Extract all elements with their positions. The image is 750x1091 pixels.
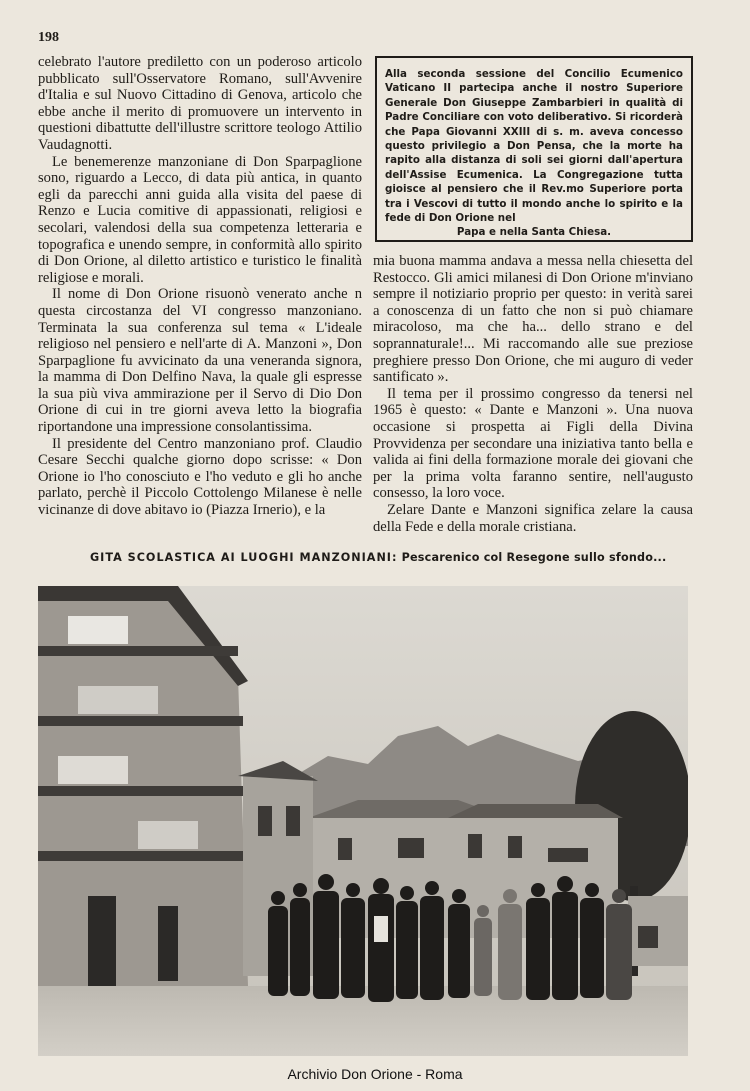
caption-rest: Pescarenico col Resegone sullo sfondo... [401, 551, 667, 564]
left-text-column [38, 54, 362, 519]
caption-lead: GITA SCOLASTICA AI LUOGHI MANZONIANI: [90, 551, 398, 564]
paragraph: mia buona mamma andava a messa nella chiesetta del Restocco. Gli amici milanesi di Don Orione m'inviano sempre il notiziario proprio per questo: in verità sarei a conoscenza di un fatto che non si può chiamare miracoloso, ma che ha... dello strano e del soprannaturale!... Mi raccomando alle sue preziose preghiere presso Don Orione, che mi auguro di veder santificato ». [373, 253, 693, 386]
paragraph: Zelare Dante e Manzoni significa zelare la causa della Fede e della morale cristiana. [373, 501, 693, 535]
archive-footer: Archivio Don Orione - Roma [287, 1066, 463, 1082]
paragraph: Il presidente del Centro manzoniano prof. Claudio Cesare Secchi qualche giorno dopo scrisse: « Don Orione io l'ho conosciuto e l'ho veduto e gli ho anche parlato, perchè il Piccolo Cottolengo Milanese è nelle vicinanze di dove abitavo io (Piazza Irnerio), e la [38, 435, 362, 519]
right-text-column [373, 253, 693, 535]
photo-illustration [38, 586, 688, 1056]
paragraph: Il tema per il prossimo congresso da tenersi nel 1965 è questo: « Dante e Manzoni ». Una nuova occasione si prospetta ai Figli della Divina Provvidenza per secondare una iniziativa tanto bella e valida ai fini della formazione morale dei giovani che per la prima volta faranno sentire, nell'augusto consesso, la loro voce. [373, 385, 693, 502]
group-photo [38, 586, 688, 1056]
paragraph: Il nome di Don Orione risuonò venerato anche n questa circostanza del VI congresso manzoniano. Terminata la sua conferenza sul tema « L'ideale religioso nel pensiero e nell'arte di A. Manzoni », Don Sparpaglione fu avvicinato da una veneranda signora, la mamma di Don Delfino Nava, la quale gli espresse la sua più viva ammirazione per il Servo di Dio Don Orione di cui in tre giorni aveva letto la biografia riportandone una impressione consolantissima. [38, 286, 362, 436]
paragraph: Le benemerenze manzoniane di Don Sparpaglione sono, riguardo a Lecco, di data più antica, in quanto egli da parecchi anni guida alla visita del paese di Renzo e Lucia comitive di appassionati, religiosi e secolari, valendosi della sua competenza letteraria e topografica e unendo sempre, in conformità allo spirito di Don Orione, al diletto artistico e turistico le finalità religiose e morali. [38, 153, 362, 286]
notice-text: Alla seconda sessione del Concilio Ecumenico Vaticano II partecipa anche il nostro Superiore Generale Don Giuseppe Zambarbieri in qualità di Padre Conciliare con voto deliberativo. Si ricorderà che Papa Giovanni XXIII di s. m. aveva concesso questo privilegio a Don Pensa, che la morte ha rapito alla distanza di soli sei giorni dall'apertura dell'Assise Ecumenica. La Congregazione tutta gioisce al pensiero che il Rev.mo Superiore porta tra i Vescovi di tutto il mondo anche lo spirito e la fede di Don Orione nel [385, 68, 683, 225]
paragraph: celebrato l'autore prediletto con un poderoso articolo pubblicato sull'Osservatore Romano, sull'Avvenire d'Italia e sul Nuovo Cittadino di Genova, articolo che ebbe anche il merito di promuovere un intervento in questioni dibattutte dell'illustre scrittore teologo Attilio Vaudagnotti. [38, 54, 362, 153]
photo-caption [90, 551, 710, 564]
notice-last-line: Papa e nella Santa Chiesa. [456, 226, 612, 239]
page-number: 198 [38, 30, 59, 45]
council-notice-box [375, 56, 693, 242]
